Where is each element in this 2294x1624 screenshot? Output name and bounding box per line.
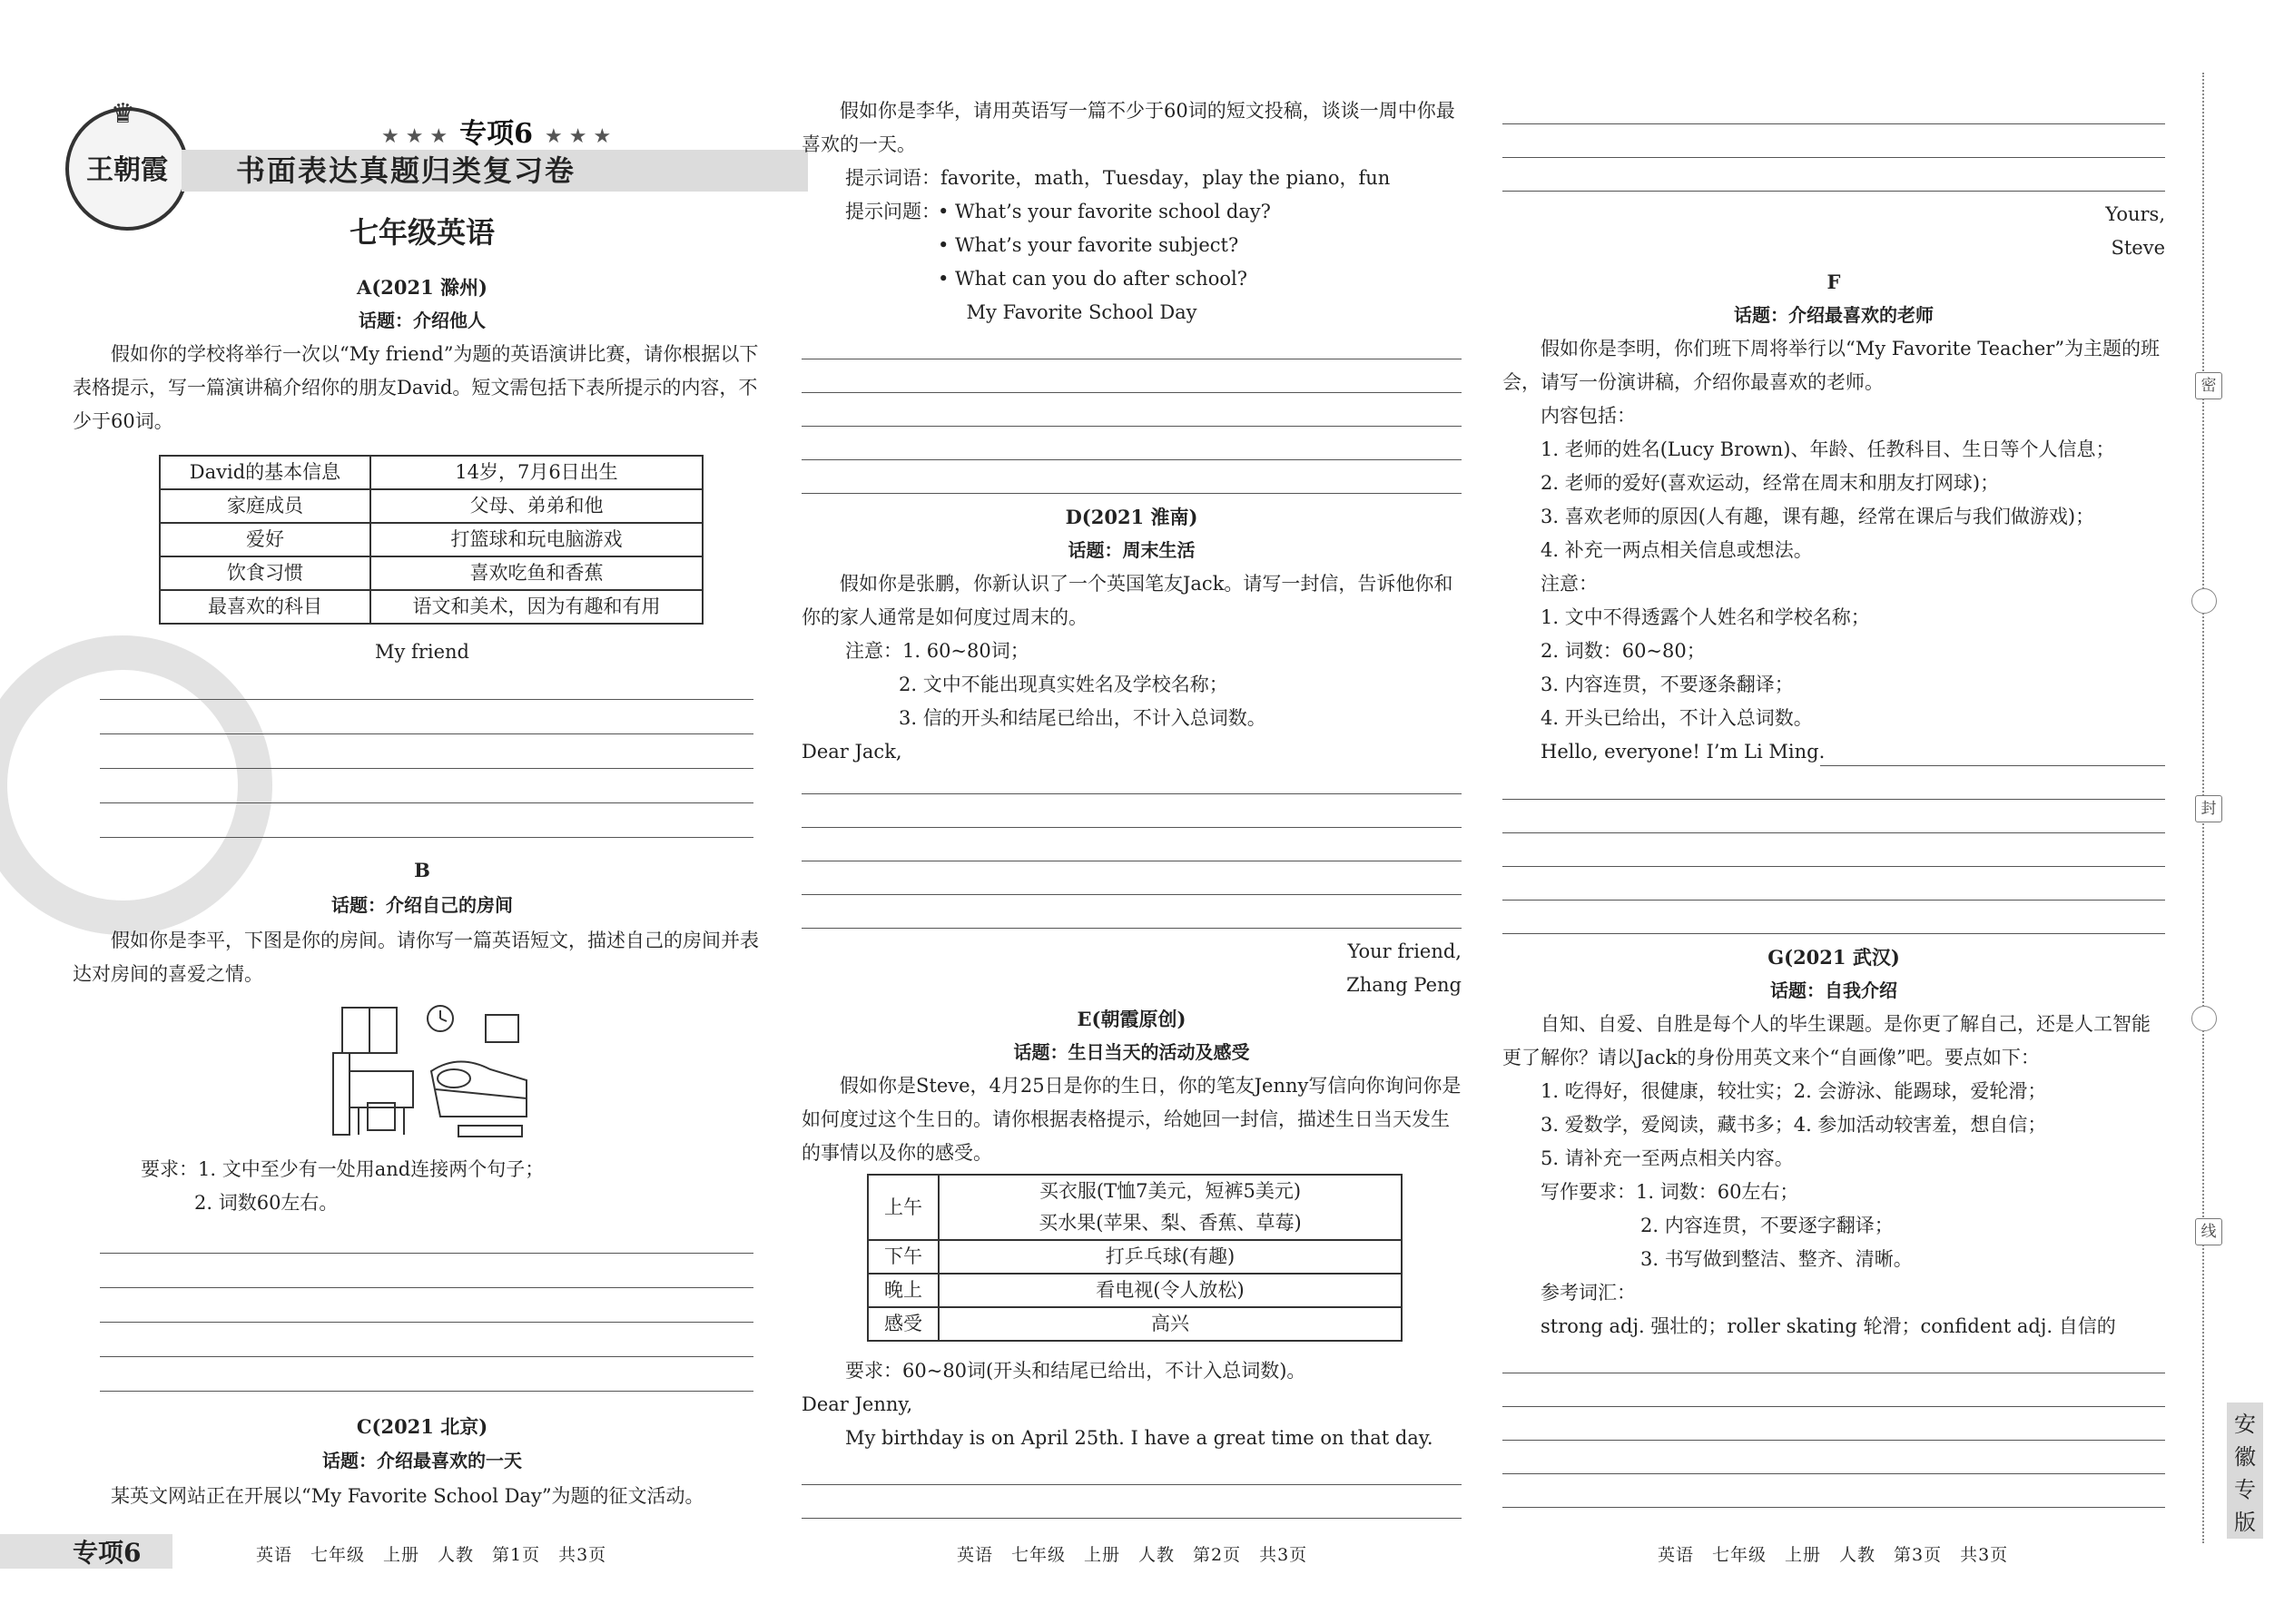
margin-circle	[2191, 588, 2217, 614]
writing-line[interactable]	[1502, 900, 2165, 901]
section-f-n1: 1. 文中不得透露个人姓名和学校名称；	[1541, 606, 1870, 628]
table-cell: 打乒乓球(有趣)	[939, 1240, 1402, 1274]
table-cell: 高兴	[939, 1307, 1402, 1341]
section-e-req: 要求：60~80词(开头和结尾已给出，不计入总词数)。	[845, 1360, 1306, 1382]
footer-page-1: 英语 七年级 上册 人教 第1页 共3页	[256, 1545, 607, 1565]
section-g-prompt: 自知、自爱、自胜是每个人的毕生课题。是你更了解自己，还是人工智能更了解你？请以Jack的身份用英文来个“自画像”吧。要点如下：	[1502, 1013, 2151, 1068]
writing-line[interactable]	[1502, 1507, 2165, 1508]
writing-line[interactable]	[100, 1322, 753, 1323]
section-c-hint-words: 提示词语：favorite，math，Tuesday，play the piano，fun	[845, 167, 1391, 189]
writing-line[interactable]	[1502, 191, 2165, 192]
writing-line[interactable]	[100, 1391, 753, 1392]
writing-line[interactable]	[802, 793, 1462, 794]
room-illustration	[331, 999, 549, 1144]
section-d-topic: 话题：周末生活	[1068, 539, 1196, 561]
writing-line[interactable]	[100, 699, 753, 700]
logo-text: 王朝霞	[86, 154, 168, 186]
table-row	[868, 1175, 1402, 1240]
writing-line[interactable]	[802, 894, 1462, 895]
table-cell: 14岁，7月6日出生	[370, 456, 703, 489]
writing-line[interactable]	[100, 802, 753, 803]
section-a-topic: 话题：介绍他人	[359, 310, 486, 331]
table-row	[160, 523, 703, 556]
section-d-prompt: 假如你是张鹏，你新认识了一个英国笔友Jack。请写一封信，告诉他你和你的家人通常是如何度过周末的。	[802, 573, 1453, 628]
section-e-heading: E(朝霞原创)	[1077, 1008, 1186, 1030]
writing-line[interactable]	[100, 1253, 753, 1254]
stars-left: ★ ★ ★	[381, 125, 448, 148]
table-row	[868, 1307, 1402, 1341]
table-row	[160, 556, 703, 590]
section-g-p3: 5. 请补充一至两点相关内容。	[1541, 1147, 1794, 1169]
writing-line[interactable]	[100, 768, 753, 769]
section-g-p2: 3. 爱数学，爱阅读，藏书多；4. 参加活动较害羞，想自信；	[1541, 1114, 2047, 1136]
writing-line[interactable]	[1502, 1473, 2165, 1474]
section-g-w3: 3. 书写做到整洁、整齐、清晰。	[1640, 1248, 1913, 1270]
table-cell: 下午	[868, 1240, 939, 1274]
section-c-q2: • What’s your favorite subject?	[938, 234, 1239, 256]
header-stars	[381, 111, 611, 151]
section-g-vocab: strong adj. 强壮的；roller skating 轮滑；confident adj. 自信的	[1541, 1315, 2116, 1337]
writing-line[interactable]	[100, 837, 753, 838]
section-b-req1: 要求：1. 文中至少有一处用and连接两个句子；	[141, 1158, 545, 1180]
writing-line[interactable]	[802, 459, 1462, 460]
writing-line[interactable]	[100, 1287, 753, 1288]
writing-line[interactable]	[802, 493, 1462, 494]
section-a-heading: A(2021 滁州)	[357, 276, 487, 299]
writing-line[interactable]	[1502, 1406, 2165, 1407]
column-page-2	[802, 0, 1462, 1624]
section-f-start: Hello, everyone! I’m Li Ming.	[1541, 741, 1826, 763]
section-f-c1: 1. 老师的姓名(Lucy Brown)、年龄、任教科目、生日等个人信息；	[1541, 438, 2115, 460]
section-e-prompt: 假如你是Steve，4月25日是你的生日，你的笔友Jenny写信向你询问你是如何度过这个生日的。请你根据表格提示，给她回一封信，描述生日当天发生的事情以及你的感受。	[802, 1075, 1462, 1164]
edition-label: 安徽专版	[2227, 1403, 2263, 1539]
section-c-q1: • What’s your favorite school day?	[938, 201, 1271, 222]
stars-right: ★ ★ ★	[545, 125, 612, 148]
section-g-heading: G(2021 武汉)	[1767, 946, 1900, 969]
table-cell: David的基本信息	[160, 456, 370, 489]
margin-tag-xian: 线	[2195, 1218, 2222, 1245]
table-cell: 看电视(令人放松)	[939, 1274, 1402, 1307]
table-cell: 上午	[868, 1175, 939, 1240]
section-c-essay-title: My Favorite School Day	[966, 301, 1197, 323]
section-b-heading: B	[414, 859, 430, 881]
footer-series-tag: 专项6	[73, 1538, 142, 1568]
section-f-content-label: 内容包括：	[1541, 405, 1636, 427]
section-f-c3: 3. 喜欢老师的原因(人有趣，课有趣，经常在课后与我们做游戏)；	[1541, 506, 2095, 527]
table-cell: 父母、弟弟和他	[370, 489, 703, 523]
footer-page-2: 英语 七年级 上册 人教 第2页 共3页	[957, 1545, 1308, 1565]
table-cell: 语文和美术，因为有趣和有用	[370, 590, 703, 624]
column-page-3	[1502, 0, 2165, 1624]
writing-line[interactable]	[100, 1356, 753, 1357]
section-c-prompt-start: 某英文网站正在开展以“My Favorite School Day”为题的征文活动。	[111, 1485, 704, 1507]
section-f-n2: 2. 词数：60~80；	[1541, 640, 1706, 662]
table-cell: 喜欢吃鱼和香蕉	[370, 556, 703, 590]
series-label: 专项6	[459, 118, 534, 150]
footer-page-3: 英语 七年级 上册 人教 第3页 共3页	[1658, 1545, 2009, 1565]
writing-line[interactable]	[802, 827, 1462, 828]
section-f-heading: F	[1826, 271, 1841, 293]
writing-line[interactable]	[1502, 123, 2165, 124]
section-e-salutation: Dear Jenny,	[802, 1393, 913, 1415]
section-f-topic: 话题：介绍最喜欢的老师	[1734, 304, 1934, 326]
section-f-c2: 2. 老师的爱好(喜欢运动，经常在周末和朋友打网球)；	[1541, 472, 2000, 494]
margin-tag-mi: 密	[2195, 372, 2222, 399]
section-g-w2: 2. 内容连贯，不要逐字翻译；	[1640, 1215, 1894, 1236]
table-cell: 最喜欢的科目	[160, 590, 370, 624]
section-e-closing2: Steve	[2111, 237, 2165, 259]
grade-title: 七年级英语	[349, 215, 495, 250]
margin-circle	[2191, 1006, 2217, 1031]
section-b-req2: 2. 词数60左右。	[194, 1192, 339, 1214]
section-e-closing1: Yours,	[2105, 203, 2165, 225]
section-c-q3: • What can you do after school?	[938, 268, 1247, 290]
section-d-note1: 注意：1. 60~80词；	[845, 640, 1029, 662]
section-d-heading: D(2021 淮南)	[1065, 506, 1198, 528]
writing-line[interactable]	[1502, 157, 2165, 158]
section-a-prompt: 假如你的学校将举行一次以“My friend”为题的英语演讲比赛，请你根据以下表格提示，写一篇演讲稿介绍你的朋友David。短文需包括下表所提示的内容，不少于60词。	[73, 343, 759, 432]
section-a-table	[159, 455, 704, 625]
table-cell-line: 买衣服(T恤7美元，短裤5美元)	[1039, 1180, 1302, 1202]
table-cell-line: 买水果(苹果、梨、香蕉、草莓)	[1039, 1212, 1302, 1234]
section-d-closing1: Your friend,	[1347, 940, 1462, 962]
section-d-closing2: Zhang Peng	[1346, 974, 1462, 996]
section-d-note2: 2. 文中不能出现真实姓名及学校名称；	[899, 674, 1228, 695]
writing-line[interactable]	[1502, 866, 2165, 867]
section-c-topic: 话题：介绍最喜欢的一天	[322, 1450, 522, 1471]
section-c-prompt-cont: 假如你是李华，请用英语写一篇不少于60词的短文投稿，谈谈一周中你最喜欢的一天。	[802, 100, 1455, 155]
section-f-n4: 4. 开头已给出，不计入总词数。	[1541, 707, 1813, 729]
section-b-prompt: 假如你是李平，下图是你的房间。请你写一篇英语短文，描述自己的房间并表达对房间的喜爱之情。	[73, 930, 759, 985]
writing-line[interactable]	[1502, 933, 2165, 934]
table-row	[160, 590, 703, 624]
table-cell: 家庭成员	[160, 489, 370, 523]
section-g-w1: 写作要求：1. 词数：60左右；	[1541, 1181, 1799, 1203]
table-row	[868, 1240, 1402, 1274]
writing-line[interactable]	[802, 1518, 1462, 1519]
table-row	[160, 456, 703, 489]
writing-line[interactable]	[1502, 832, 2165, 833]
section-d-note3: 3. 信的开头和结尾已给出，不计入总词数。	[899, 707, 1266, 729]
writing-line[interactable]	[100, 733, 753, 734]
section-g-p1: 1. 吃得好，很健康，较壮实；2. 会游泳、能踢球，爱轮滑；	[1541, 1080, 2047, 1102]
table-cell: 爱好	[160, 523, 370, 556]
section-f-c4: 4. 补充一两点相关信息或想法。	[1541, 539, 1813, 561]
section-a-essay-title: My friend	[375, 641, 469, 663]
table-row	[868, 1274, 1402, 1307]
writing-line[interactable]	[802, 392, 1462, 393]
section-f-prompt: 假如你是李明，你们班下周将举行以“My Favorite Teacher”为主题的班会，请写一份演讲稿，介绍你最喜欢的老师。	[1502, 338, 2161, 393]
margin-tag-feng: 封	[2195, 795, 2222, 822]
section-c-heading: C(2021 北京)	[356, 1415, 488, 1438]
writing-line[interactable]	[1502, 799, 2165, 800]
table-cell: 感受	[868, 1307, 939, 1341]
section-d-salutation: Dear Jack,	[802, 741, 902, 763]
table-cell: 打篮球和玩电脑游戏	[370, 523, 703, 556]
writing-line[interactable]	[802, 426, 1462, 427]
section-c-hint-label: 提示问题：	[845, 201, 940, 222]
logo-crown-icon: ♛	[111, 98, 135, 130]
section-e-table	[867, 1174, 1403, 1342]
section-g-vocab-label: 参考词汇：	[1541, 1282, 1636, 1304]
section-f-note-label: 注意：	[1541, 573, 1598, 595]
writing-line[interactable]	[1502, 1440, 2165, 1441]
table-cell: 饮食习惯	[160, 556, 370, 590]
writing-line[interactable]	[802, 928, 1462, 929]
table-cell	[939, 1175, 1402, 1240]
section-e-first-line: My birthday is on April 25th. I have a great time on that day.	[845, 1427, 1433, 1449]
writing-line[interactable]	[1820, 765, 2165, 766]
section-b-topic: 话题：介绍自己的房间	[331, 894, 513, 916]
writing-line[interactable]	[802, 1484, 1462, 1485]
section-f-n3: 3. 内容连贯，不要逐条翻译；	[1541, 674, 1794, 695]
page-title: 书面表达真题归类复习卷	[236, 153, 576, 188]
table-cell: 晚上	[868, 1274, 939, 1307]
table-row	[160, 489, 703, 523]
section-e-topic: 话题：生日当天的活动及感受	[1013, 1041, 1250, 1063]
column-page-1	[73, 0, 772, 1624]
section-g-topic: 话题：自我介绍	[1770, 979, 1897, 1001]
